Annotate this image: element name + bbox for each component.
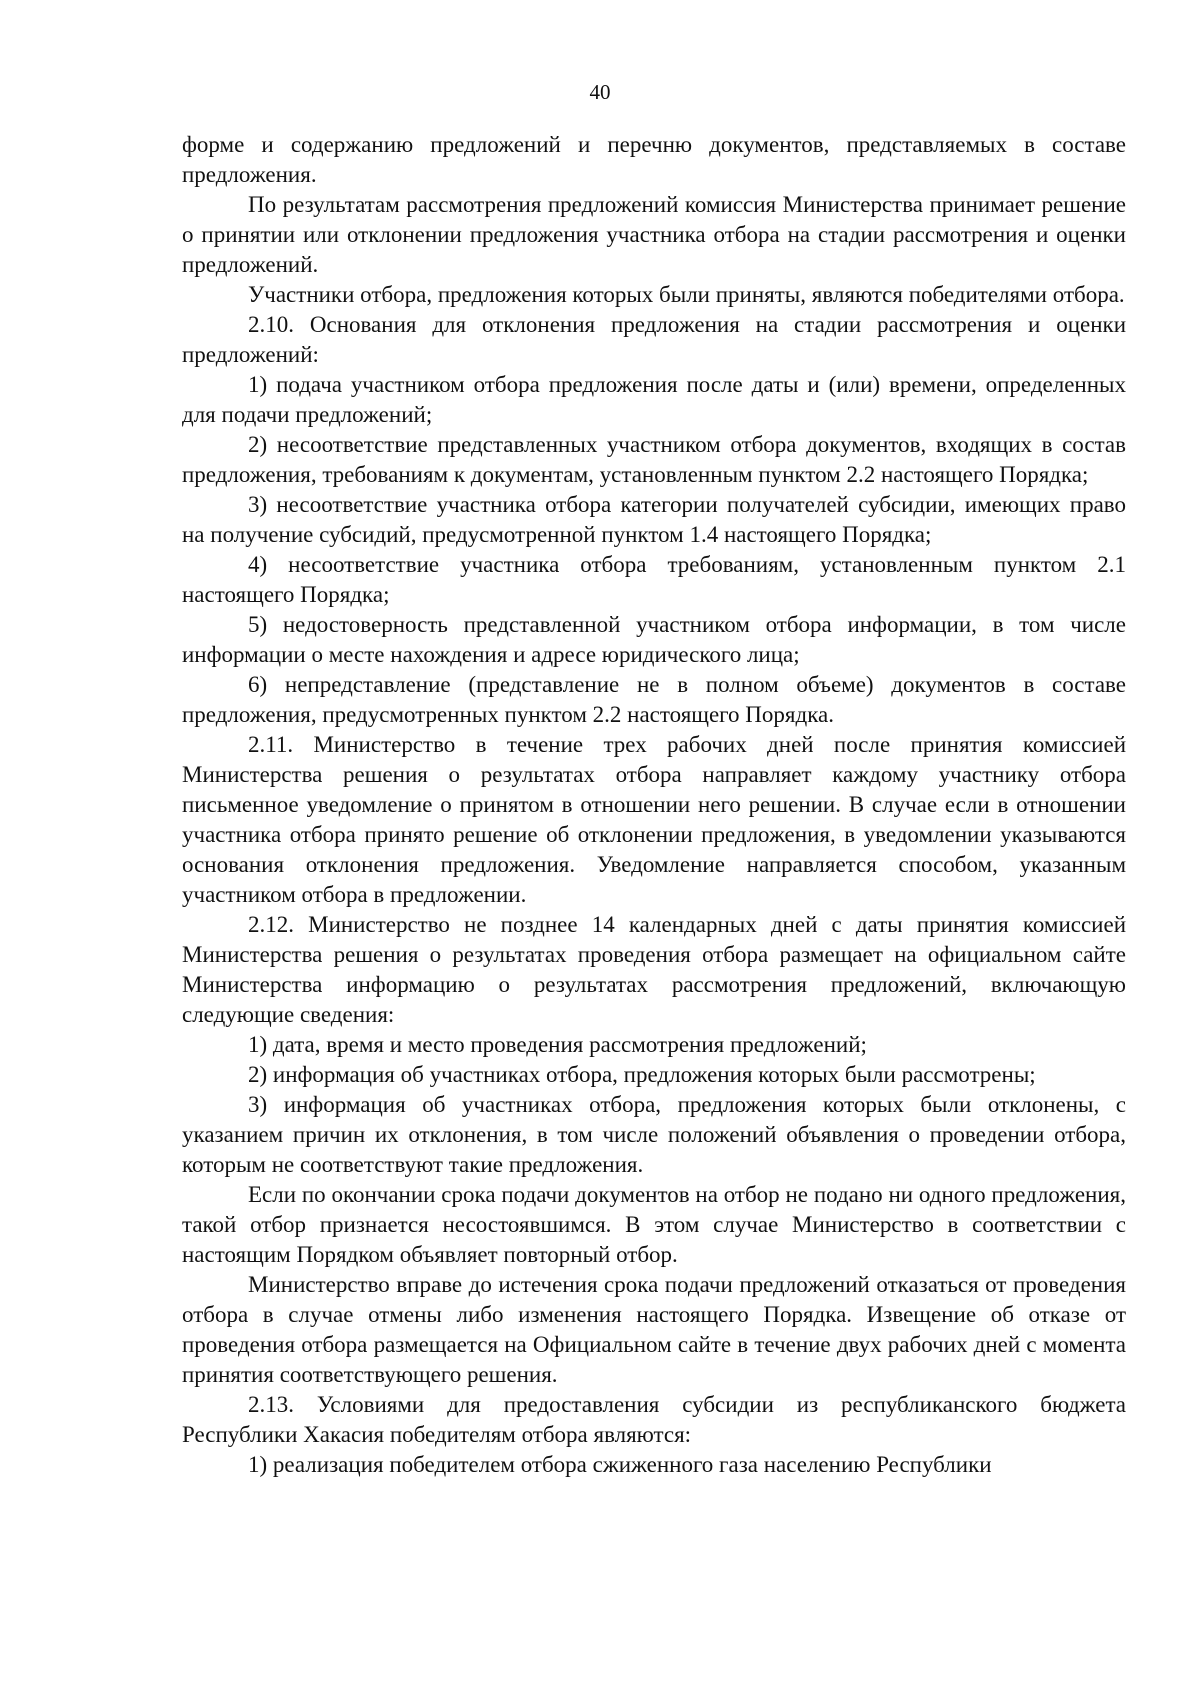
paragraph: Участники отбора, предложения которых были приняты, являются победителями отбора.	[248, 282, 1125, 307]
page-number: 40	[589, 80, 611, 104]
paragraph: 2) информация об участниках отбора, предложения которых были рассмотрены;	[248, 1062, 1036, 1087]
paragraph: 1) реализация победителем отбора сжиженного газа населению Республики	[248, 1452, 992, 1477]
paragraph: По результатам рассмотрения предложений комиссия Министерства принимает решение о принятии или отклонении предложения участника отбора на стадии рассмотрения и оценки предложений.	[182, 192, 1126, 277]
paragraph: 1) подача участником отбора предложения после даты и (или) времени, определенных для подачи предложений;	[182, 372, 1126, 427]
paragraph: 6) непредставление (представление не в полном объеме) документов в составе предложения, предусмотренных пунктом 2.2 настоящего Порядка.	[182, 672, 1126, 727]
paragraph: 2) несоответствие представленных участником отбора документов, входящих в состав предложения, требованиям к документам, установленным пунктом 2.2 настоящего Порядка;	[182, 432, 1126, 487]
paragraph: 4) несоответствие участника отбора требованиям, установленным пунктом 2.1 настоящего Порядка;	[182, 552, 1126, 607]
paragraph: Если по окончании срока подачи документов на отбор не подано ни одного предложения, такой отбор признается несостоявшимся. В этом случае Министерство в соответствии с настоящим Порядком объявляет повторный отбор.	[182, 1182, 1126, 1267]
paragraph: 5) недостоверность представленной участником отбора информации, в том числе информации о месте нахождения и адресе юридического лица;	[182, 612, 1126, 667]
paragraph: 3) несоответствие участника отбора категории получателей субсидии, имеющих право на получение субсидий, предусмотренной пунктом 1.4 настоящего Порядка;	[182, 492, 1126, 547]
paragraph: 2.10. Основания для отклонения предложения на стадии рассмотрения и оценки предложений:	[182, 312, 1126, 367]
document-body	[182, 130, 1126, 1480]
paragraph: 2.12. Министерство не позднее 14 календарных дней с даты принятия комиссией Министерства решения о результатах проведения отбора размещает на официальном сайте Министерства информацию о результатах рассмотрения предложений, включающую следующие сведения:	[182, 912, 1126, 1027]
paragraph: 1) дата, время и место проведения рассмотрения предложений;	[248, 1032, 867, 1057]
paragraph: Министерство вправе до истечения срока подачи предложений отказаться от проведения отбора в случае отмены либо изменения настоящего Порядка. Извещение об отказе от проведения отбора размещается на Официальном сайте в течение двух рабочих дней с момента принятия соответствующего решения.	[182, 1272, 1126, 1387]
paragraph: форме и содержанию предложений и перечню документов, представляемых в составе предложения.	[182, 132, 1126, 187]
paragraph: 2.13. Условиями для предоставления субсидии из республиканского бюджета Республики Хакасия победителям отбора являются:	[182, 1392, 1126, 1447]
paragraph: 2.11. Министерство в течение трех рабочих дней после принятия комиссией Министерства решения о результатах отбора направляет каждому участнику отбора письменное уведомление о принятом в отношении него решении. В случае если в отношении участника отбора принято решение об отклонении предложения, в уведомлении указываются основания отклонения предложения. Уведомление направляется способом, указанным участником отбора в предложении.	[182, 732, 1126, 907]
paragraph: 3) информация об участниках отбора, предложения которых были отклонены, с указанием причин их отклонения, в том числе положений объявления о проведении отбора, которым не соответствуют такие предложения.	[182, 1092, 1126, 1177]
